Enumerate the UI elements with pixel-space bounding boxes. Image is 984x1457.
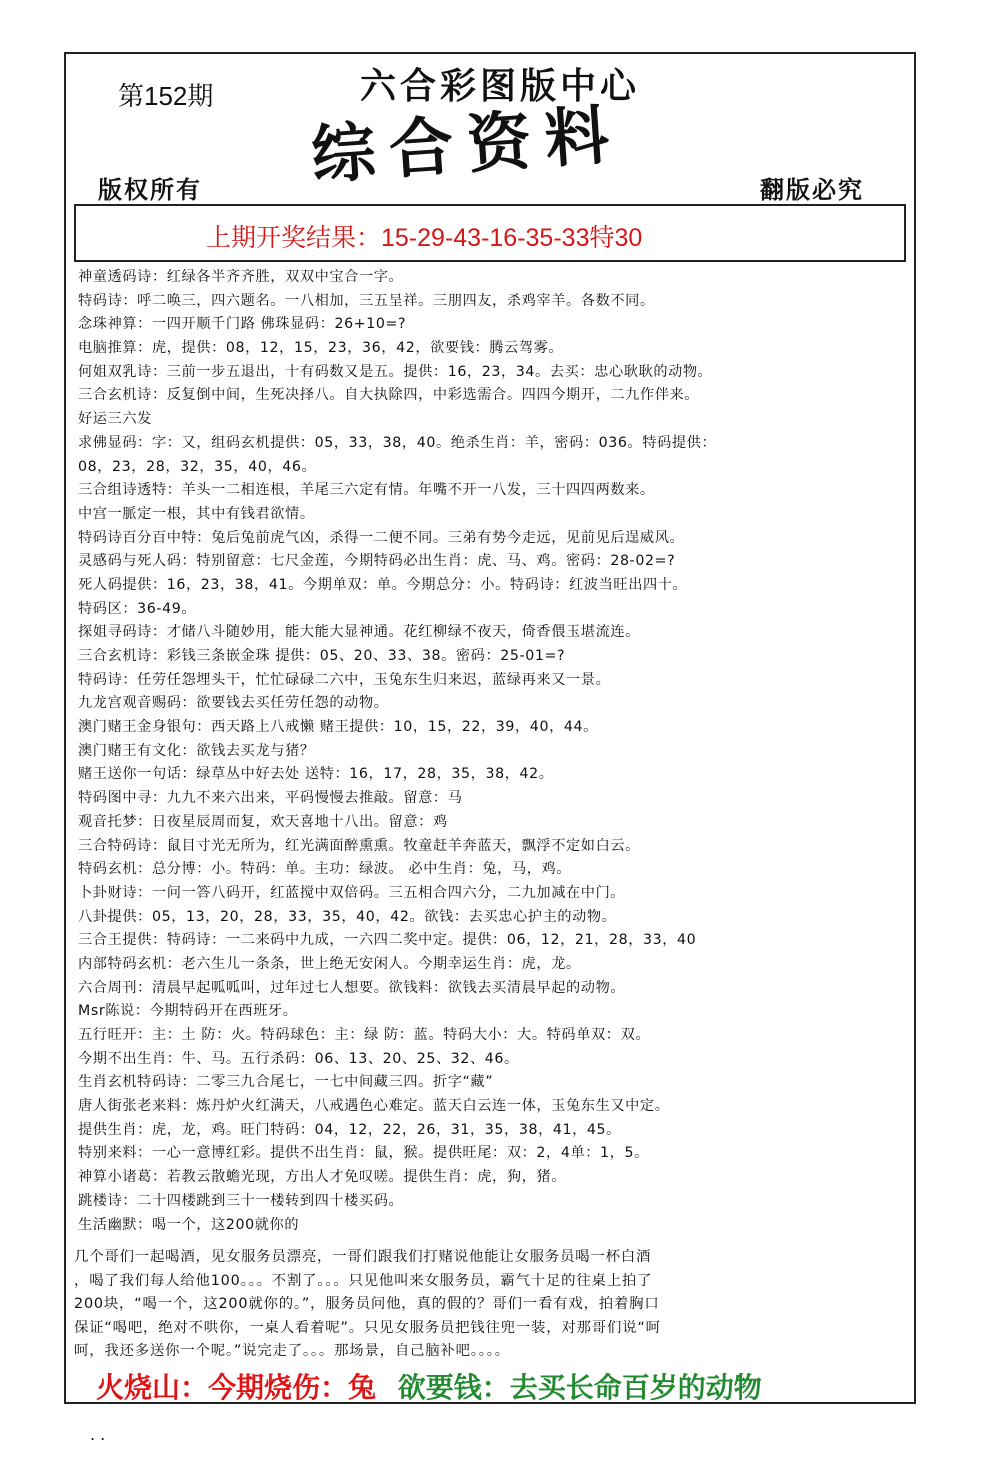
info-line: 内部特码玄机：老六生儿一条条，世上绝无安闲人。今期幸运生肖：虎，龙。	[78, 955, 581, 972]
main-title: 综合资料	[308, 97, 626, 194]
info-line: 五行旺开：主：土 防：火。特码球色：主：绿 防：蓝。特码大小：大。特码单双：双。	[78, 1027, 651, 1043]
info-line: Msr陈说：今期特码开在西班牙。	[78, 1003, 298, 1020]
info-line: 求佛显码：字：又，组码玄机提供：05，33，38，40。绝杀生肖：羊，密码：036。特码提供：	[78, 434, 717, 451]
info-line: 电脑推算：虎，提供：08，12，15，23，36，42，欲要钱：腾云驾雾。	[78, 340, 564, 357]
info-line: 特别来料：一心一意博红彩。提供不出生肖：鼠，猴。提供旺尾：双：2，4单：1，5。	[78, 1145, 649, 1162]
info-line: 生活幽默：喝一个，这200就你的	[78, 1216, 300, 1233]
issue-number: 第152期	[118, 81, 214, 111]
info-line: 特码诗：任劳任怨埋头干，忙忙碌碌二六中，玉兔东生归来迟，蓝绿再来又一景。	[78, 671, 611, 688]
info-line: 08，23，28，32，35，40，46。	[78, 458, 317, 475]
info-line: 今期不出生肖：牛、马。五行杀码：06、13、20、25、32、46。	[78, 1050, 519, 1067]
info-line: 好运三六发	[78, 411, 152, 428]
copyright-tag: 版权所有	[98, 175, 202, 204]
info-line: 中宫一脈定一根，其中有钱君欲情。	[78, 505, 315, 522]
info-line: 观音托梦：日夜星辰周而复，欢天喜地十八出。留意：鸡	[78, 813, 448, 830]
info-line: 神算小诸葛：若教云散蟾光现，方出人才免叹嗟。提供生肖：虎，狗，猪。	[78, 1169, 566, 1186]
footer-green-text: 欲要钱：去买长命百岁的动物	[397, 1371, 762, 1404]
info-line: 提供生肖：虎，龙，鸡。旺门特码：04，12，22，26，31，35，38，41，45。	[78, 1121, 621, 1138]
info-line: 特码诗百分百中特：兔后兔前虎气凶，杀得一二便不同。三弟有势今走远，见前见后逞威风。	[78, 529, 685, 546]
info-line: 唐人街张老来料：炼丹炉火红满天，八戒遇色心难定。蓝天白云连一体，玉兔东生又中定。	[78, 1098, 670, 1115]
info-line: 念珠神算：一四开顺千门路 佛珠显码：26+10=?	[78, 316, 407, 333]
info-line: 九龙宫观音赐码：欲要钱去买任劳任怨的动物。	[78, 695, 389, 712]
info-line: 三合特码诗：鼠目寸光无所为，红光满面醉熏熏。牧童赶羊奔蓝天，飘浮不定如白云。	[78, 837, 640, 854]
story-line: 200块，“喝一个，这200就你的。”，服务员问他，真的假的？哥们一看有戏，拍着胸口	[74, 1296, 660, 1312]
info-line: 灵感码与死人码：特别留意：七尺金莲，今期特码必出生肖：虎、马、鸡。密码：28-02=?	[78, 553, 676, 570]
info-line: 赌王送你一句话：绿草丛中好去处 送特：16，17，28，35，38，42。	[78, 766, 554, 783]
center-title: 六合彩图版中心	[360, 65, 641, 107]
story-line: 几个哥们一起喝酒，见女服务员漂亮，一哥们跟我们打赌说他能让女服务员喝一杯白酒	[74, 1249, 652, 1265]
info-line: 三合玄机诗：彩钱三条嵌金珠 提供：05、20、33、38。密码：25-01=?	[78, 648, 566, 664]
footer-banner	[96, 1366, 762, 1406]
info-line: 神童透码诗：红绿各半齐齐胜，双双中宝合一字。	[78, 269, 404, 285]
info-line: 澳门赌王有文化：欲钱去买龙与猪？	[78, 742, 315, 759]
info-line: 探姐寻码诗：才储八斗随妙用，能大能大显神通。花红柳绿不夜天，倚香偎玉堪流连。	[78, 624, 640, 641]
piracy-tag: 翻版必究	[760, 175, 864, 204]
story-line: 呵，我还多送你一个呢。”说完走了。。。那场景，自己脑补吧。。。。	[74, 1343, 510, 1359]
bottom-dots: . .	[90, 1425, 106, 1444]
last-result-box	[74, 204, 906, 262]
info-line: 澳门赌王金身银句：西天路上八戒懒 赌王提供：10，15，22，39，40，44。	[78, 719, 598, 736]
info-line: 特码玄机：总分博：小。特码：单。主功：绿波。 必中生肖：兔，马，鸡。	[78, 861, 572, 878]
info-line: 特码诗：呼二唤三，四六题名。一八相加，三五呈祥。三朋四友，杀鸡宰羊。各数不同。	[78, 292, 655, 309]
info-line: 死人码提供：16，23，38，41。今期单双：单。今期总分：小。特码诗：红波当旺出四十。	[78, 576, 688, 593]
humor-story	[74, 1246, 904, 1364]
info-line: 特码图中寻：九九不来六出来，平码慢慢去推敲。留意：马	[78, 790, 463, 807]
info-line: 卜卦财诗：一问一答八码开，红蓝搅中双倍码。三五相合四六分，二九加减在中门。	[78, 884, 626, 901]
info-line: 八卦提供：05，13，20，28，33，35，40，42。欲钱：去买忠心护主的动物。	[78, 908, 617, 925]
info-line: 三合组诗透特：羊头一二相连根，羊尾三六定有情。年嘴不开一八发，三十四四两数来。	[78, 482, 655, 499]
story-line: ，喝了我们每人给他100。。。不割了。。。只见他叫来女服务员，霸气十足的往桌上拍了	[74, 1272, 653, 1289]
footer-red-text: 火烧山：今期烧伤：兔	[96, 1371, 377, 1404]
last-result-text: 上期开奖结果：15-29-43-16-35-33特30	[206, 224, 643, 252]
info-line: 六合周刊：清晨早起呱呱叫，过年过七人想要。欲钱料：欲钱去买清晨早起的动物。	[78, 979, 626, 996]
info-line: 三合玄机诗：反复倒中间，生死决择八。自大执除四，中彩选需合。四四今期开，二九作伴来。	[78, 387, 700, 404]
info-line: 何姐双乳诗：三前一步五退出，十有码数又是五。提供：16，23，34。去买：忠心耿耿的动物。	[78, 363, 713, 380]
info-line: 生肖玄机特码诗：二零三九合尾七，一七中间藏三四。折字“藏”	[78, 1074, 494, 1091]
info-lines	[78, 266, 908, 1237]
story-line: 保证“喝吧，绝对不哄你，一桌人看着呢”。只见女服务员把钱往兜一装，对那哥们说“呵	[74, 1319, 661, 1336]
info-line: 三合王提供：特码诗：一二来码中九成，一六四二奖中定。提供：06，12，21，28，33，40	[78, 932, 697, 949]
info-line: 跳楼诗：二十四楼跳到三十一楼转到四十楼买码。	[78, 1192, 404, 1209]
info-line: 特码区：36-49。	[78, 600, 197, 617]
